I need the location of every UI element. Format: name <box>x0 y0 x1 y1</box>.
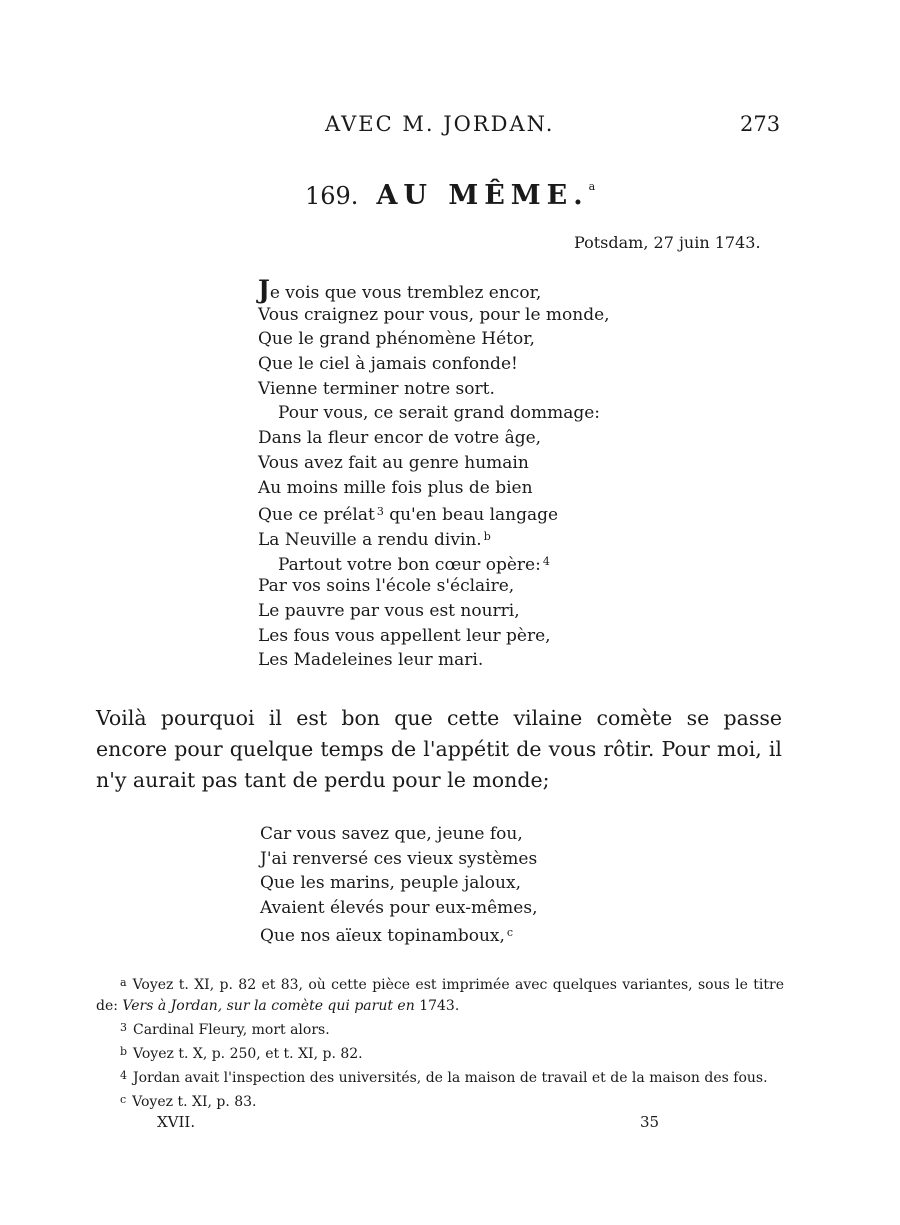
page-number: 273 <box>740 112 781 136</box>
footnote-mark: a <box>120 976 127 989</box>
footnote-3 <box>96 1017 784 1041</box>
sheet-number: 35 <box>640 1113 660 1131</box>
letter-heading <box>305 180 595 211</box>
verse-line-text: e vois que vous tremblez encor, <box>269 283 542 303</box>
footnote-ref-b: b <box>483 529 491 543</box>
footnote-text: Voyez t. X, p. 250, et t. XI, p. 82. <box>133 1046 363 1062</box>
verse-line: J'ai renversé ces vieux systèmes <box>260 848 538 869</box>
verse-line: Que le grand phénomène Hétor, <box>258 329 535 350</box>
dateline: Potsdam, 27 juin 1743. <box>574 233 761 252</box>
verse-line: Par vos soins l'école s'éclaire, <box>258 576 515 597</box>
verse-line: Au moins mille fois plus de bien <box>258 477 533 498</box>
footnote-mark: 4 <box>120 1069 127 1082</box>
footnote-text: Cardinal Fleury, mort alors. <box>133 1022 330 1038</box>
verse-line-text: La Neuville a rendu divin. <box>258 529 482 550</box>
letter-title: AU MÊME. <box>376 180 589 211</box>
verse-line <box>260 921 538 946</box>
verse-line-text: Partout votre bon cœur opère: <box>278 554 541 575</box>
footnote-year: 1743. <box>419 998 460 1014</box>
footnote-text: Voyez t. XI, p. 83. <box>132 1094 257 1110</box>
letter-title-note-mark: a <box>588 180 596 193</box>
running-head <box>0 112 900 142</box>
footnote-ref-3: 3 <box>376 505 384 519</box>
footnote-ref-c: c <box>506 925 514 939</box>
verse-line: Que les marins, peuple jaloux, <box>260 873 521 894</box>
verse-line <box>258 275 610 304</box>
letter-number: 169. <box>305 182 359 210</box>
verse-line <box>258 550 610 575</box>
verse-line: Que le ciel à jamais confonde! <box>258 354 518 375</box>
footnote-a <box>96 972 784 1017</box>
verse-line <box>258 500 610 525</box>
footnote-b <box>96 1041 784 1065</box>
verse-block-1 <box>258 275 610 673</box>
footnote-mark: c <box>120 1093 127 1106</box>
verse-line: Avaient élevés pour eux-mêmes, <box>260 898 538 919</box>
footnote-ref-4: 4 <box>542 554 550 568</box>
footnote-mark: 3 <box>120 1021 127 1034</box>
running-head-title: AVEC M. JORDAN. <box>325 112 555 136</box>
footnote-c <box>96 1089 784 1113</box>
verse-line-text: Que nos aïeux topinamboux, <box>260 925 505 946</box>
footnotes <box>96 972 784 1113</box>
verse-line: Les fous vous appellent leur père, <box>258 625 551 646</box>
verse-line: Dans la fleur encor de votre âge, <box>258 428 542 449</box>
verse-line <box>258 525 610 550</box>
verse-line: Vous avez fait au genre humain <box>258 452 529 473</box>
footnote-text: Jordan avait l'inspection des universités, de la maison de travail et de la maison des fous. <box>133 1070 768 1086</box>
verse-line-text: Que ce prélat <box>258 505 375 526</box>
footnote-text: Voyez t. XI, p. 82 et 83, où cette pièce est imprimée avec quelques variantes, sous le titre de: <box>96 977 784 1014</box>
footnote-mark: b <box>120 1045 128 1058</box>
verse-line-text: qu'en beau langage <box>389 505 559 526</box>
verse-block-2 <box>260 822 538 945</box>
footnote-4 <box>96 1065 784 1089</box>
verse-line: Vienne terminer notre sort. <box>258 378 495 399</box>
verse-line: Pour vous, ce serait grand dommage: <box>278 403 601 424</box>
prose-paragraph: Voilà pourquoi il est bon que cette vilaine comète se passe encore pour quelque temps de l'appétit de vous rôtir. Pour moi, il n'y aurait pas tant de perdu pour le monde; <box>96 706 782 792</box>
drop-cap: J <box>258 275 270 304</box>
verse-line: Les Madeleines leur mari. <box>258 650 484 671</box>
verse-line: Car vous savez que, jeune fou, <box>260 824 523 844</box>
verse-line: Le pauvre par vous est nourri, <box>258 600 520 621</box>
footnote-italic-title: Vers à Jordan, sur la comète qui parut en <box>122 998 415 1014</box>
volume-signature: XVII. <box>157 1113 196 1131</box>
verse-line: Vous craignez pour vous, pour le monde, <box>258 304 610 325</box>
